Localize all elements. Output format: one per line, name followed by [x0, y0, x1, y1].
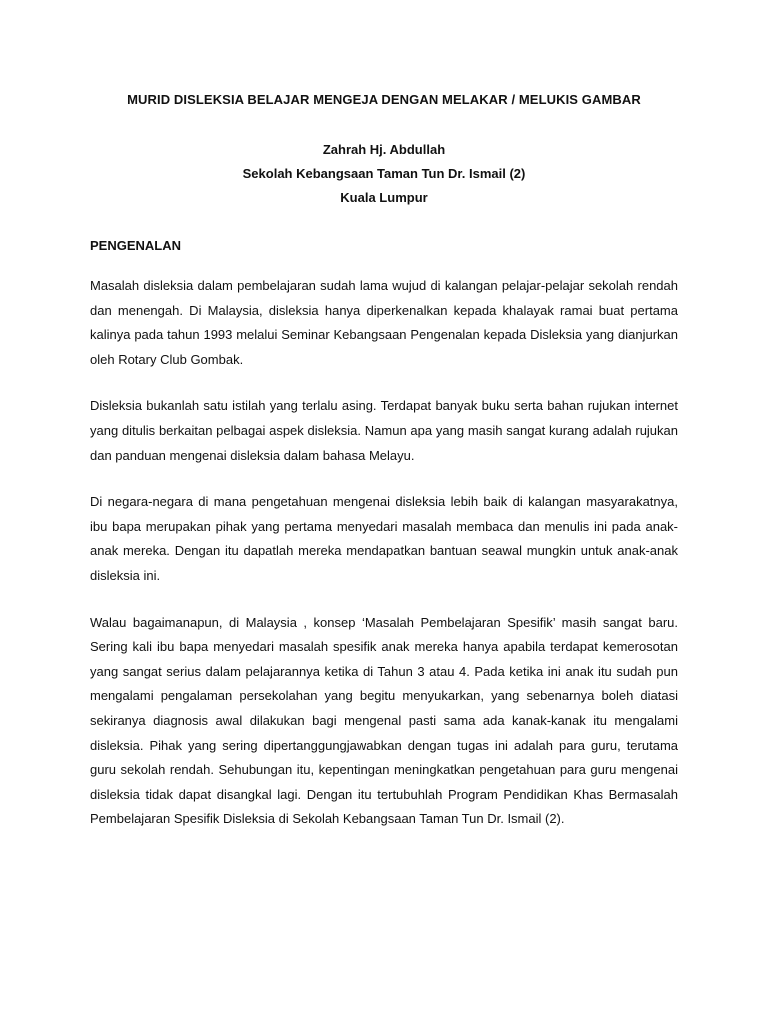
author-institution: Sekolah Kebangsaan Taman Tun Dr. Ismail (2): [242, 166, 526, 181]
author-name: Zahrah Hj. Abdullah: [322, 142, 446, 157]
author-location: Kuala Lumpur: [340, 190, 428, 205]
section-heading: PENGENALAN: [90, 238, 182, 253]
paragraph-1: Masalah disleksia dalam pembelajaran sudah lama wujud di kalangan pelajar-pelajar sekolah rendah dan menengah. Di Malaysia, disleksia hanya diperkenalkan kepada khalayak ramai buat pertama kalinya pada tahun 1993 melalui Seminar Kebangsaan Pengenalan kepada Disleksia yang dianjurkan oleh Rotary Club Gombak.: [90, 278, 678, 367]
paragraph-2: Disleksia bukanlah satu istilah yang terlalu asing. Terdapat banyak buku serta bahan rujukan internet yang ditulis berkaitan pelbagai aspek disleksia. Namun apa yang masih sangat kurang adalah rujukan dan panduan mengenai disleksia dalam bahasa Melayu.: [90, 398, 678, 463]
author-block: [90, 138, 678, 210]
paragraph-4: Walau bagaimanapun, di Malaysia , konsep ‘Masalah Pembelajaran Spesifik’ masih sangat baru. Sering kali ibu bapa menyedari masalah spesifik anak mereka hanya apabila terdapat kemerosotan yang sangat serius dalam pelajarannya ketika di Tahun 3 atau 4. Pada ketika ini anak itu sudah pun mengalami pengalaman persekolahan yang begitu menyukarkan, yang sebenarnya boleh diatasi sekiranya diagnosis awal dilakukan bagi mengenal pasti sama ada kanak-kanak itu mengalami disleksia. Pihak yang sering dipertanggungjawabkan dengan tugas ini adalah para guru, terutama guru sekolah rendah. Sehubungan itu, kepentingan meningkatkan pengetahuan para guru mengenai disleksia tidak dapat disangkal lagi. Dengan itu tertubuhlah Program Pendidikan Khas Bermasalah Pembelajaran Spesifik Disleksia di Sekolah Kebangsaan Taman Tun Dr. Ismail (2).: [90, 614, 678, 827]
paragraph-3: Di negara-negara di mana pengetahuan mengenai disleksia lebih baik di kalangan masyarakatnya, ibu bapa merupakan pihak yang pertama menyedari masalah membaca dan menulis ini pada anak-anak mereka. Dengan itu dapatlah mereka mendapatkan bantuan seawal mungkin untuk anak-anak disleksia ini.: [90, 494, 678, 583]
document-title: MURID DISLEKSIA BELAJAR MENGEJA DENGAN MELAKAR / MELUKIS GAMBAR: [127, 92, 641, 107]
